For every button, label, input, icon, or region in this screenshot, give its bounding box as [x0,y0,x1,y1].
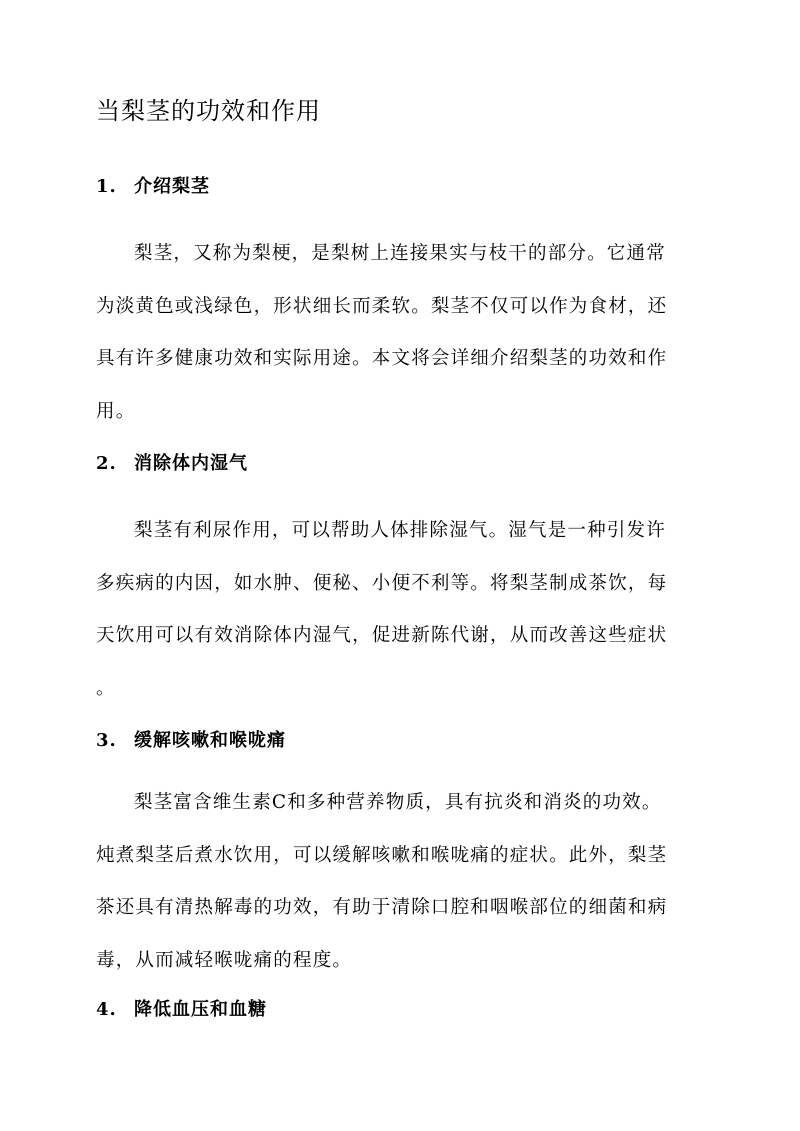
section-paragraph-2 [96,505,702,715]
paragraph-line: 炖煮梨茎后煮水饮用，可以缓解咳嗽和喉咙痛的症状。此外，梨茎 [96,844,668,866]
paragraph-line: 为淡黄色或浅绿色，形状细长而柔软。梨茎不仅可以作为食材，还 [96,295,668,317]
section-number: 3. [96,730,117,751]
paragraph-line: 梨茎，又称为梨梗，是梨树上连接果实与枝干的部分。它通常 [134,243,666,264]
section-number: 4. [96,999,117,1020]
section-heading-3 [96,727,286,755]
section-title: 缓解咳嗽和喉咙痛 [134,730,286,751]
section-title: 消除体内湿气 [134,453,248,474]
section-heading-2 [96,450,248,478]
section-paragraph-1 [96,228,702,438]
section-title: 介绍梨茎 [134,176,210,197]
paragraph-line: 具有许多健康功效和实际用途。本文将会详细介绍梨茎的功效和作 [96,348,668,369]
document-title: 当梨茎的功效和作用 [96,97,321,125]
paragraph-line: 茶还具有清热解毒的功效，有助于清除口腔和咽喉部位的细菌和病 [96,897,668,918]
section-title: 降低血压和血糖 [134,999,267,1020]
paragraph-line: 。 [96,677,116,699]
section-paragraph-3 [96,777,702,987]
section-heading-1 [96,173,210,201]
paragraph-line: 梨茎富含维生素C和多种营养物质，具有抗炎和消炎的功效。 [134,792,662,813]
paragraph-line: 梨茎有利尿作用，可以帮助人体排除湿气。湿气是一种引发许 [134,520,666,541]
paragraph-line: 用。 [96,400,136,422]
paragraph-line: 天饮用可以有效消除体内湿气，促进新陈代谢，从而改善这些症状 [96,625,668,646]
section-number: 1. [96,176,117,197]
paragraph-line: 多疾病的内因，如水肿、便秘、小便不利等。将梨茎制成茶饮，每 [96,572,668,594]
section-heading-4 [96,996,267,1024]
paragraph-line: 毒，从而减轻喉咙痛的程度。 [96,949,353,971]
section-number: 2. [96,453,117,474]
